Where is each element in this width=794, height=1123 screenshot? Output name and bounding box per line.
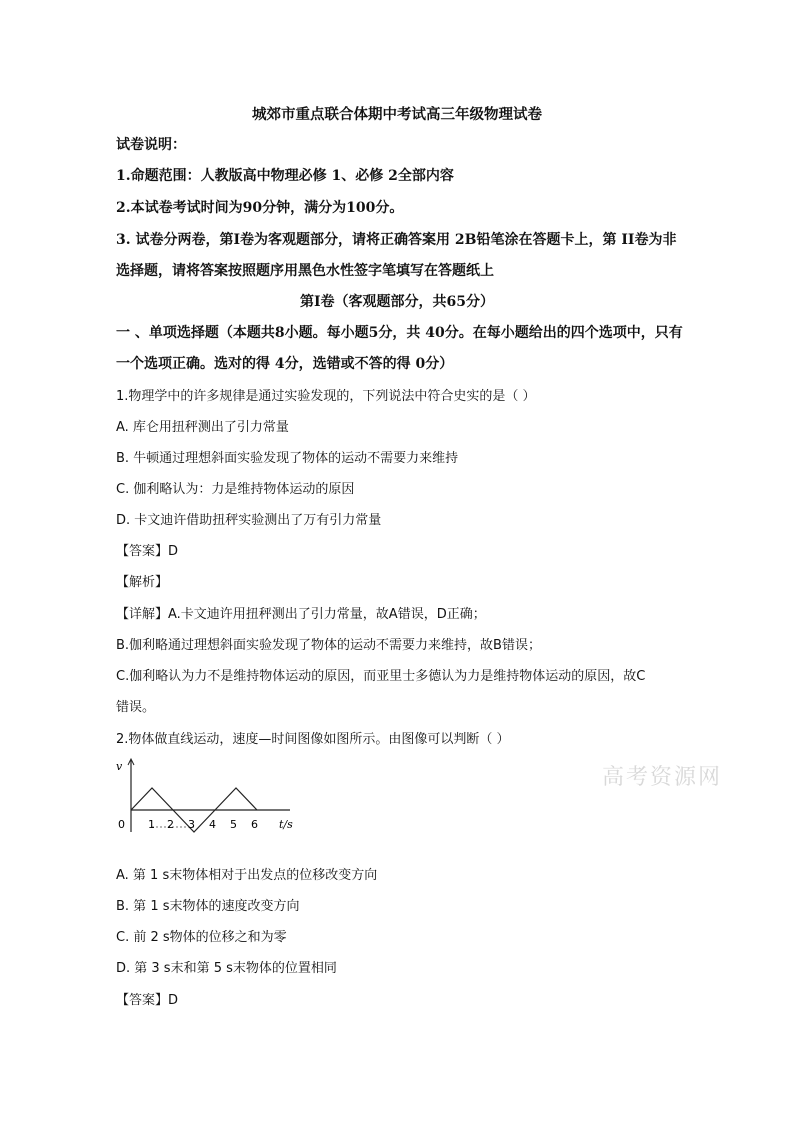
graph-origin-label: 0 (118, 818, 125, 831)
graph-tick-6: 6 (251, 818, 258, 831)
page-title: 城郊市重点联合体期中考试高三年级物理试卷 (252, 106, 542, 123)
q1-analysis: 【解析】 (116, 575, 169, 590)
section-title: 第Ⅰ卷（客观题部分，共65分） (299, 294, 495, 310)
q1-detail-2: B.伽利略通过理想斜面实验发现了物体的运动不需要力来维持，故B错误； (116, 638, 541, 653)
part1-heading-b: 一个选项正确。选对的得 4分，选错或不答的得 0分） (116, 356, 454, 372)
graph-x-label: t/s (279, 818, 293, 831)
q2-answer: 【答案】D (116, 993, 179, 1008)
graph-tick-5: 5 (230, 818, 237, 831)
part1-heading-a: 一 、单项选择题（本题共8小题。每小题5分，共 40分。在每小题给出的四个选项中，只有 (116, 325, 683, 341)
watermark-logo: 高考资源网 (602, 765, 723, 790)
q1-answer: 【答案】D (116, 544, 179, 559)
q2-option-a: A. 第 1 s末物体相对于出发点的位移改变方向 (116, 868, 378, 883)
q1-detail-3b: 错误。 (116, 700, 156, 715)
q1-option-c: C. 伽利略认为：力是维持物体运动的原因 (116, 482, 355, 497)
q1-detail-3a: C.伽利略认为力不是维持物体运动的原因，而亚里士多德认为力是维持物体运动的原因，故C (116, 669, 646, 684)
graph-tick-3: 3 (188, 818, 195, 831)
q2-stem: 2.物体做直线运动，速度—时间图像如图所示。由图像可以判断（ ） (116, 732, 510, 747)
instruction-item-3a: 3. 试卷分两卷，第Ⅰ卷为客观题部分，请将正确答案用 2B铅笔涂在答题卡上，第 II卷为非 (116, 232, 677, 248)
q2-option-c: C. 前 2 s物体的位移之和为零 (116, 930, 287, 945)
q1-stem: 1.物理学中的许多规律是通过实验发现的，下列说法中符合史实的是（ ） (116, 389, 536, 404)
instructions-heading: 试卷说明： (116, 137, 186, 153)
graph-tick-4: 4 (209, 818, 216, 831)
q1-option-d: D. 卡文迪许借助扭秤实验测出了万有引力常量 (116, 513, 382, 528)
q2-option-b: B. 第 1 s末物体的速度改变方向 (116, 899, 300, 914)
q2-option-d: D. 第 3 s末和第 5 s末物体的位置相同 (116, 961, 337, 976)
instruction-item-2: 2.本试卷考试时间为90分钟，满分为100分。 (116, 200, 404, 216)
instruction-item-1: 1.命题范围：人教版高中物理必修 1、必修 2全部内容 (116, 168, 454, 184)
graph-tick-2: 2 (167, 818, 174, 831)
q1-detail-1: 【详解】A.卡文迪许用扭秤测出了引力常量，故A错误，D正确； (116, 607, 486, 622)
q1-option-a: A. 库仑用扭秤测出了引力常量 (116, 420, 289, 435)
graph-y-label: v (116, 760, 123, 773)
graph-tick-1: 1 (148, 818, 155, 831)
velocity-time-graph (112, 756, 312, 836)
instruction-item-3b: 选择题，请将答案按照题序用黑色水性签字笔填写在答题纸上 (116, 263, 494, 279)
q1-option-b: B. 牛顿通过理想斜面实验发现了物体的运动不需要力来维持 (116, 451, 459, 466)
